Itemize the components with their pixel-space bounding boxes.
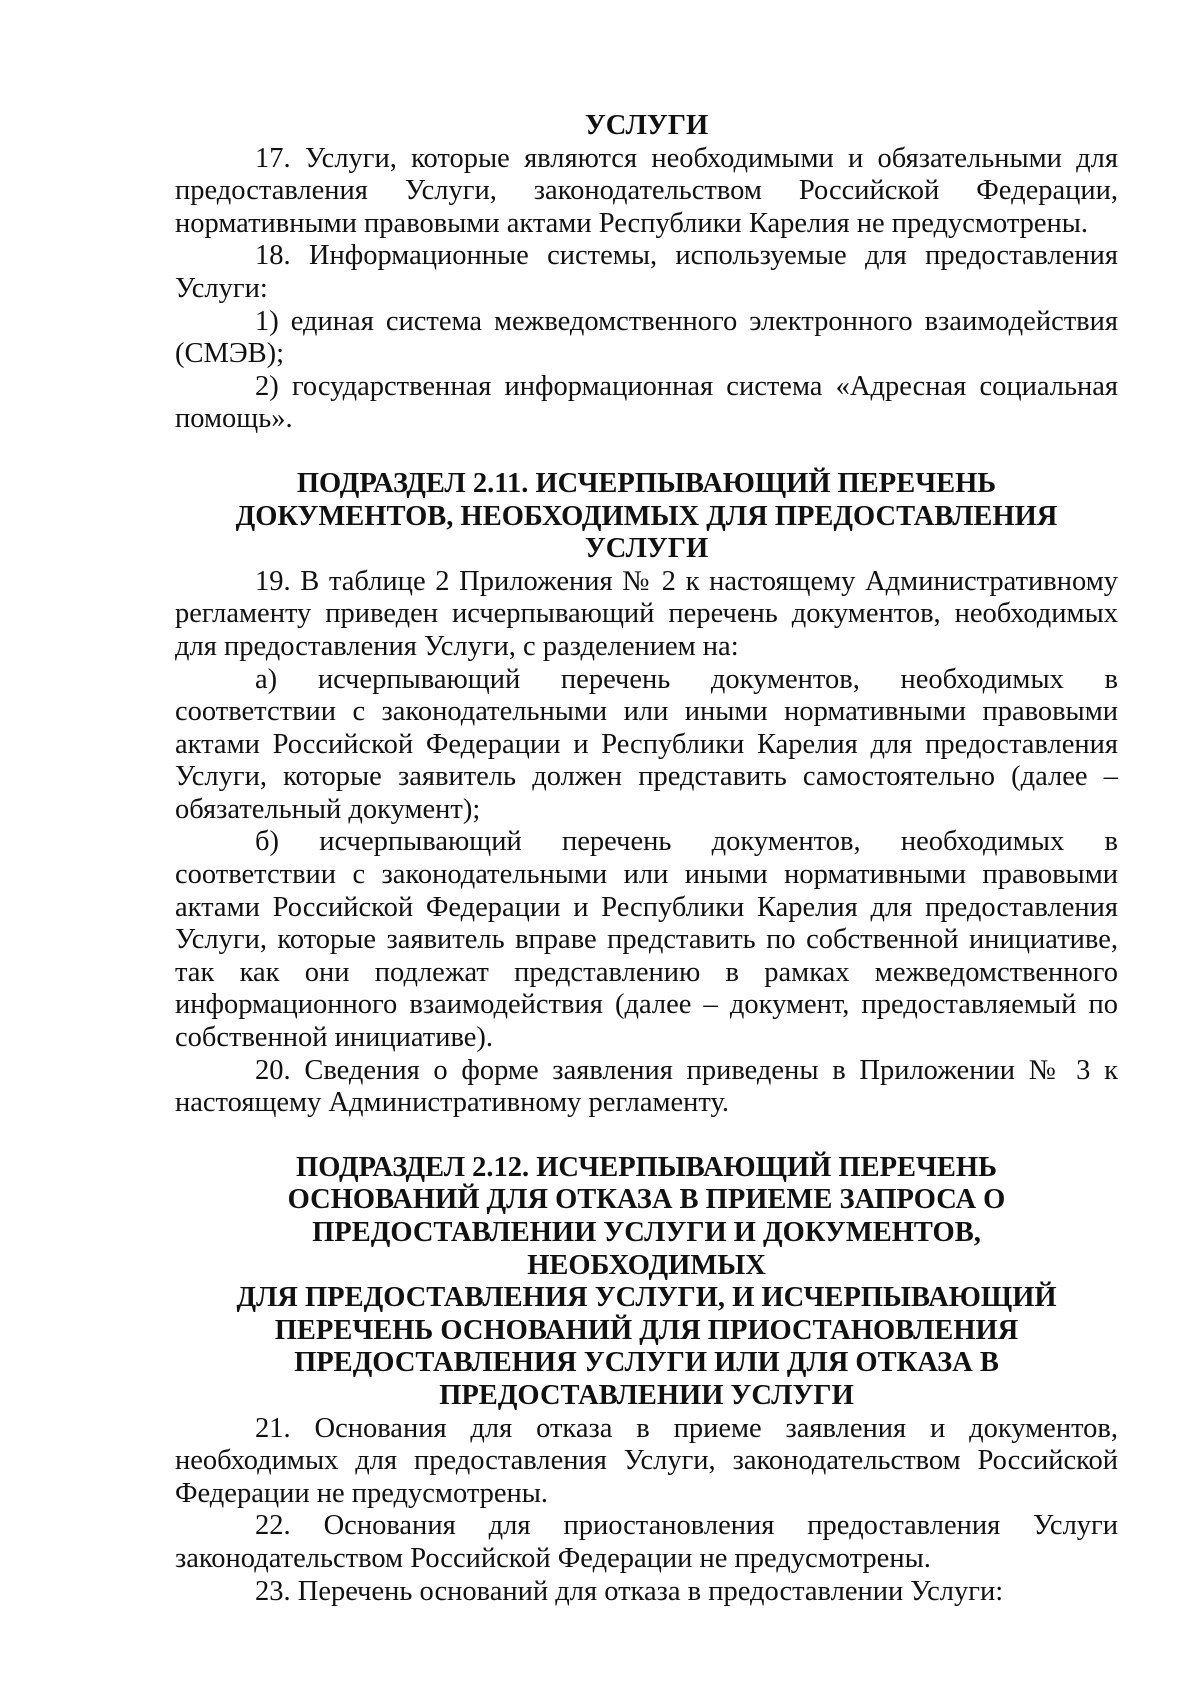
section-2-12-heading-line: ПРЕДОСТАВЛЕНИИ УСЛУГИ: [439, 1379, 854, 1411]
section-2-12-heading-line: ОСНОВАНИЙ ДЛЯ ОТКАЗА В ПРИЕМЕ ЗАПРОСА О: [287, 1184, 1006, 1216]
section-2-11-heading: [175, 468, 1118, 566]
section-2-12-heading-line: ПОДРАЗДЕЛ 2.12. ИСЧЕРПЫВАЮЩИЙ ПЕРЕЧЕНЬ: [296, 1151, 997, 1183]
section-2-11-heading-line: УСЛУГИ: [584, 533, 709, 565]
section-2-12-heading-line: ПЕРЕЧЕНЬ ОСНОВАНИЙ ДЛЯ ПРИОСТАНОВЛЕНИЯ: [274, 1314, 1019, 1346]
section-gap: [175, 1120, 1118, 1152]
paragraph-18: 18. Информационные системы, используемые для предоставления Услуги:: [175, 240, 1118, 304]
section-2-12-heading-line: ПРЕДОСТАВЛЕНИЯ УСЛУГИ ИЛИ ДЛЯ ОТКАЗА В: [294, 1347, 999, 1379]
paragraph-20: 20. Сведения о форме заявления приведены в Приложении № 3 к настоящему Административному регламенту.: [175, 1054, 1118, 1119]
top-heading: УСЛУГИ: [584, 110, 709, 141]
paragraph-19: 19. В таблице 2 Приложения № 2 к настоящему Административному регламенту приведен исчерпывающий перечень документов, необходимых для предоставления Услуги, с разделением на:: [175, 565, 1118, 662]
paragraph-23: 23. Перечень оснований для отказа в предоставлении Услуги:: [255, 1575, 1004, 1607]
paragraph-17: 17. Услуги, которые являются необходимыми и обязательными для предоставления Услуги, законодательством Российской Федерации, нормативными правовыми актами Республики Карелия не предусмотрены.: [175, 142, 1118, 239]
paragraph-22: 22. Основания для приостановления предоставления Услуги законодательством Российской Федерации не предусмотрены.: [175, 1510, 1118, 1574]
paragraph-21: 21. Основания для отказа в приеме заявления и документов, необходимых для предоставления Услуги, законодательством Российской Федерации не предусмотрены.: [175, 1412, 1118, 1509]
paragraph-18-item-2: 2) государственная информационная система «Адресная социальная помощь».: [175, 370, 1118, 435]
paragraph-19-item-a: а) исчерпывающий перечень документов, необходимых в соответствии с законодательными или иными нормативными правовыми актами Российской Федерации и Республики Карелия для предоставления Услуги, которые заявитель должен представить самостоятельно (далее – обязательный документ);: [175, 663, 1118, 825]
paragraph-18-item-1: 1) единая система межведомственного электронного взаимодействия (СМЭВ);: [175, 305, 1118, 370]
document-page: [175, 110, 1118, 1608]
section-2-12-heading-line: ДЛЯ ПРЕДОСТАВЛЕНИЯ УСЛУГИ, И ИСЧЕРПЫВАЮЩИЙ: [236, 1282, 1057, 1314]
section-gap: [175, 436, 1118, 468]
section-2-12-heading-line: ПРЕДОСТАВЛЕНИИ УСЛУГИ И ДОКУМЕНТОВ, НЕОБХОДИМЫХ: [312, 1217, 981, 1281]
paragraph-19-item-b: б) исчерпывающий перечень документов, необходимых в соответствии с законодательными или иными нормативными правовыми актами Российской Федерации и Республики Карелия для предоставления Услуги, которые заявитель вправе представить по собственной инициативе, так как они подлежат представлению в рамках межведомственного информационного взаимодействия (далее – документ, предоставляемый по собственной инициативе).: [175, 826, 1118, 1054]
section-2-11-heading-line: ПОДРАЗДЕЛ 2.11. ИСЧЕРПЫВАЮЩИЙ ПЕРЕЧЕНЬ: [296, 467, 997, 499]
section-2-12-heading: [175, 1152, 1118, 1413]
section-2-11-heading-line: ДОКУМЕНТОВ, НЕОБХОДИМЫХ ДЛЯ ПРЕДОСТАВЛЕНИЯ: [235, 500, 1058, 532]
